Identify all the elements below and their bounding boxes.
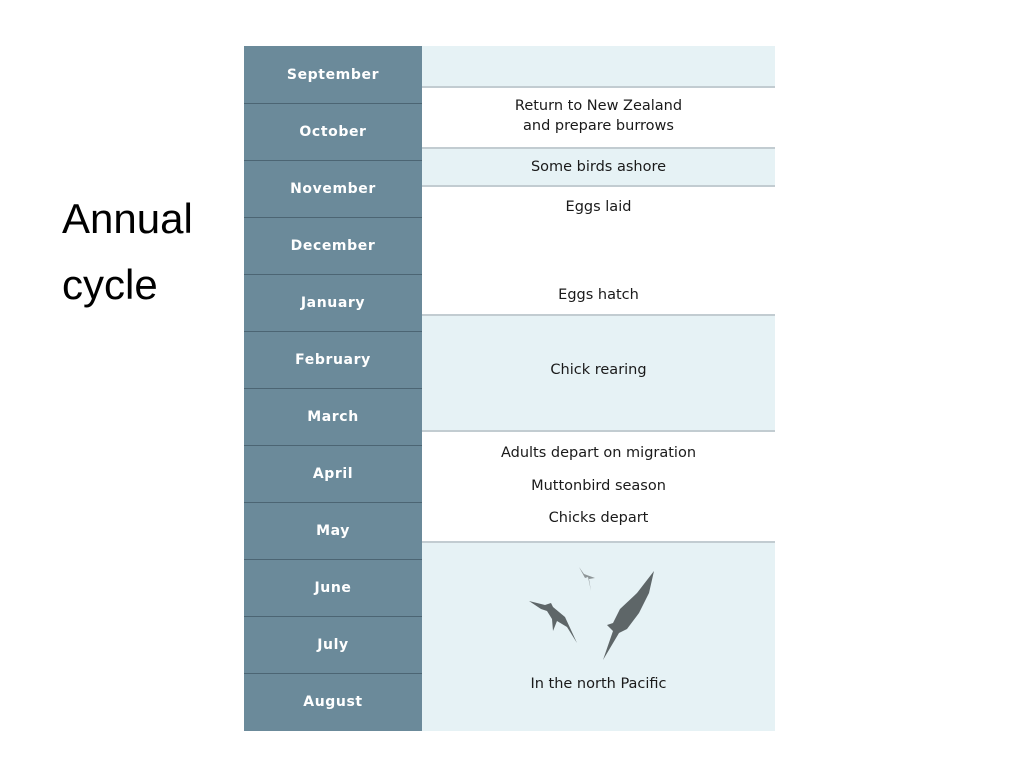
month-may: May xyxy=(244,502,422,559)
small-bird-icon xyxy=(579,567,595,591)
month-february: February xyxy=(244,331,422,388)
event-ashore: Some birds ashore xyxy=(530,159,667,175)
event-chick-rearing: Chick rearing xyxy=(550,362,647,378)
month-january: January xyxy=(244,274,422,331)
month-october: October xyxy=(244,103,422,160)
page-title xyxy=(62,186,232,318)
month-march: March xyxy=(244,388,422,445)
event-return-line-2: and prepare burrows xyxy=(523,118,674,134)
event-eggs-laid: Eggs laid xyxy=(565,199,632,215)
band-september xyxy=(422,46,775,87)
events-column xyxy=(422,46,775,731)
title-line-1: Annual xyxy=(62,195,193,242)
event-adults-depart: Adults depart on migration xyxy=(500,445,697,461)
month-december: December xyxy=(244,217,422,274)
title-line-2: cycle xyxy=(62,261,158,308)
event-north-pacific: In the north Pacific xyxy=(530,676,667,692)
left-bird-icon xyxy=(529,601,577,643)
month-column xyxy=(244,46,422,731)
month-june: June xyxy=(244,559,422,616)
event-muttonbird: Muttonbird season xyxy=(531,478,666,494)
month-april: April xyxy=(244,445,422,502)
month-november: November xyxy=(244,160,422,217)
month-september: September xyxy=(286,66,380,83)
large-bird-icon xyxy=(603,571,654,660)
event-chicks-depart: Chicks depart xyxy=(548,510,649,526)
birds-illustration xyxy=(527,561,667,661)
event-return-line-1: Return to New Zealand xyxy=(514,98,683,114)
month-august: August xyxy=(244,673,422,730)
event-return xyxy=(422,96,775,136)
event-eggs-hatch: Eggs hatch xyxy=(558,287,639,303)
month-july: July xyxy=(244,616,422,673)
